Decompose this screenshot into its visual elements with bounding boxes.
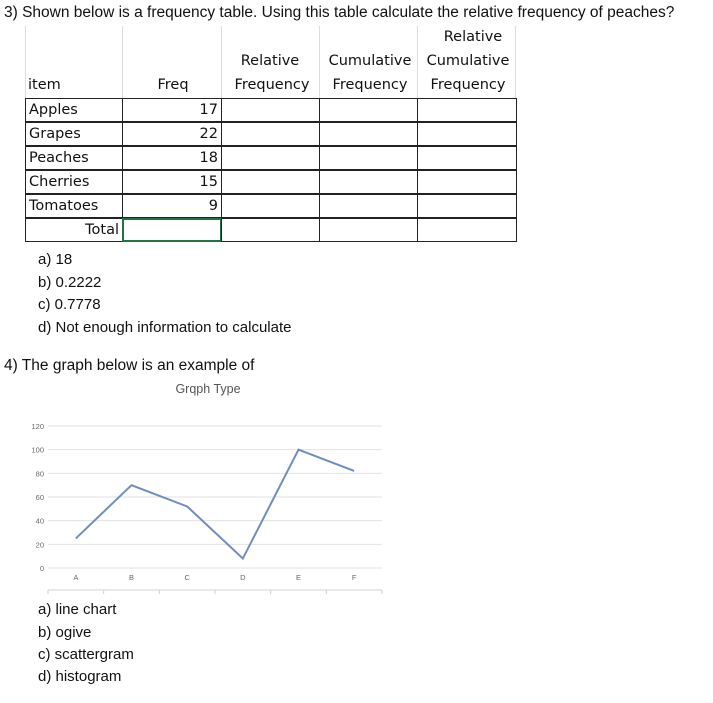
y-tick-label: 100 (31, 445, 44, 455)
question-3: 3) Shown below is a frequency table. Using this table calculate the relative frequency of peaches? (4, 4, 675, 21)
y-tick-label: 0 (39, 564, 44, 573)
x-tick-label: F (351, 573, 357, 582)
table-cell-empty[interactable] (319, 146, 418, 170)
series-line (76, 450, 354, 559)
table-cell-empty[interactable] (417, 146, 517, 170)
q3-option-d[interactable]: d) Not enough information to calculate (38, 319, 292, 336)
table-cell-item: Tomatoes (25, 194, 123, 218)
q3-option-b[interactable]: b) 0.2222 (38, 274, 102, 291)
cum-freq-header-line1: Cumulative (328, 53, 412, 69)
table-cell-freq: 22 (122, 122, 222, 146)
table-cell-empty[interactable] (417, 98, 517, 122)
q4-option-c[interactable]: c) scattergram (38, 646, 134, 663)
rel-cum-header-line0: Relative (443, 29, 503, 45)
table-cell-empty[interactable] (319, 170, 418, 194)
total-label: Total (25, 218, 123, 242)
table-cell-item: Apples (25, 98, 123, 122)
y-tick-label: 40 (35, 516, 44, 526)
table-cell-empty[interactable] (221, 122, 320, 146)
table-cell-item: Grapes (25, 122, 123, 146)
item-header: item (28, 77, 61, 93)
table-cell-empty[interactable] (221, 146, 320, 170)
rel-freq-header-line2: Frequency (234, 77, 310, 93)
q4-option-d[interactable]: d) histogram (38, 668, 122, 685)
chart-title: Grqph Type (175, 382, 241, 396)
table-cell-empty[interactable] (417, 194, 517, 218)
cum-freq-header-line2: Frequency (332, 77, 408, 93)
table-cell-freq: 18 (122, 146, 222, 170)
rel-cum-header-line2: Frequency (430, 77, 506, 93)
table-cell-empty[interactable] (319, 122, 418, 146)
y-tick-label: 60 (35, 493, 44, 502)
table-cell-freq: 9 (122, 194, 222, 218)
table-cell-empty[interactable] (319, 98, 418, 122)
line-chart (20, 378, 400, 598)
x-tick-label: B (128, 573, 135, 582)
freq-header: Freq (157, 77, 189, 93)
rel-freq-header-line1: Relative (240, 53, 300, 69)
x-tick-label: E (295, 573, 302, 582)
table-cell-empty[interactable] (221, 194, 320, 218)
q3-option-c[interactable]: c) 0.7778 (38, 296, 101, 313)
table-cell-empty[interactable] (417, 122, 517, 146)
q3-option-a[interactable]: a) 18 (38, 251, 73, 268)
question-4: 4) The graph below is an example of (4, 357, 255, 374)
q4-option-a[interactable]: a) line chart (38, 601, 117, 618)
table-cell-empty[interactable] (221, 170, 320, 194)
x-tick-label: D (240, 573, 246, 582)
table-cell-empty[interactable] (221, 98, 320, 122)
y-tick-label: 80 (35, 469, 44, 479)
table-cell-freq: 17 (122, 98, 222, 122)
table-cell-empty[interactable] (319, 218, 418, 242)
total-freq-cell-selected[interactable] (122, 218, 222, 242)
table-cell-empty[interactable] (221, 218, 320, 242)
table-cell-item: Peaches (25, 146, 123, 170)
y-tick-label: 120 (31, 422, 44, 431)
table-cell-freq: 15 (122, 170, 222, 194)
table-cell-empty[interactable] (417, 218, 517, 242)
q4-option-b[interactable]: b) ogive (38, 624, 92, 641)
y-tick-label: 20 (35, 540, 44, 550)
x-tick-label: A (73, 573, 79, 582)
rel-cum-header-line1: Cumulative (426, 53, 510, 69)
table-cell-item: Cherries (25, 170, 123, 194)
x-tick-label: C (184, 573, 190, 582)
table-cell-empty[interactable] (417, 170, 517, 194)
table-cell-empty[interactable] (319, 194, 418, 218)
